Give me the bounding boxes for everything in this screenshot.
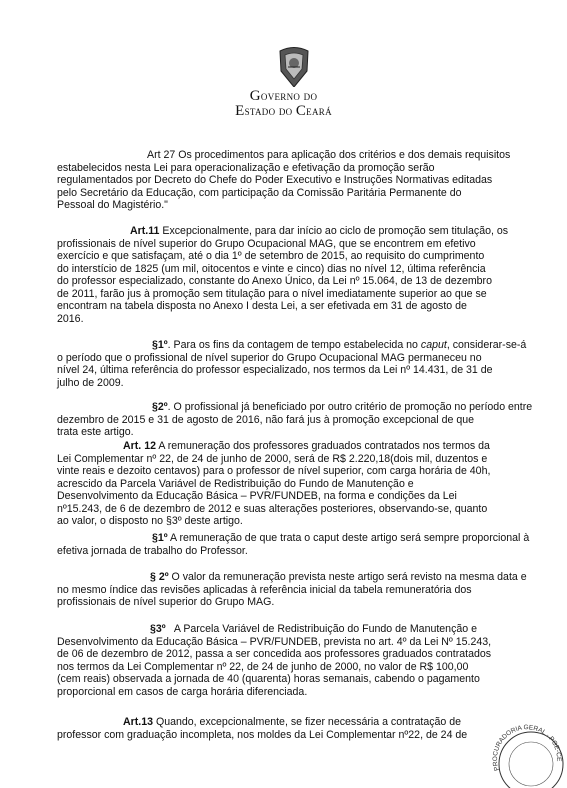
paragraph-art13 [57, 716, 514, 741]
header-letter: G [249, 88, 261, 104]
header-estado [0, 103, 567, 120]
paragraph-label: §2º [152, 401, 168, 413]
header-word: EARÁ [306, 107, 332, 117]
text-fragment: caput [420, 339, 447, 351]
text-line: Desenvolvimento da Educação Básica – PVR/FUNDEB, prevista no art. 4º da Lei Nº 15.243, [57, 635, 492, 648]
text-line: proporcional em casos de carga horária diferenciada. [57, 685, 308, 698]
text-line: exercício e que satisfaçam, até o dia 1º de setembro de 2015, ao requisito do cumprimento [57, 250, 485, 263]
text-line: trata este artigo. [57, 426, 134, 439]
text-line: estabelecidos nesta Lei para operacionalização e efetivação da promoção serão [57, 161, 435, 174]
paragraph-art11-p2 [57, 401, 533, 439]
text-line: pelo Secretário da Educação, com participação da Comissão Paritária Permanente do [57, 186, 462, 199]
text-line: (cem reais) observada a jornada de 40 (quarenta) horas semanais, cabendo o pagamento [57, 673, 480, 686]
text-line: regulamentados por Decreto do Chefe do Poder Executivo e Instruções Normativas editadas [57, 174, 493, 187]
text-fragment: , considerar-se-á [446, 339, 527, 351]
paragraph-art12 [57, 440, 514, 528]
paragraph-art12-p2 [57, 571, 527, 609]
text-line: do professor especializado, constante do Anexo Único, da Lei nº 15.064, de 13 de dezembro [57, 275, 492, 288]
text-line: vinte reais e dezoito centavos) para o professor de nível superior, com carga horária de 40h, [57, 465, 491, 478]
paragraph-art12-p1 [57, 532, 530, 557]
text-line: Lei Complementar nº 22, de 24 de junho de 2000, será de R$ 2.220,18(dois mil, duzentos e [57, 452, 488, 465]
paragraph-art27 [57, 149, 514, 212]
text-line: dezembro de 2015 e 31 de agosto de 2016, não fará jus à promoção excepcional de que [57, 413, 474, 426]
paragraph-art11 [57, 225, 514, 325]
paragraph-label: §3º [150, 623, 166, 635]
text-line: o período que o profissional de nível superior do Grupo Ocupacional MAG permaneceu no [57, 351, 482, 364]
header-word: DO [303, 92, 318, 102]
text-line: professor com graduação incompleta, nos moldes da Lei Complementar nº22, de 24 de [57, 728, 468, 741]
text-line: Pessoal do Magistério." [57, 199, 168, 212]
text-line: nº15.243, de 6 de dezembro de 2012 e suas alterações posteriores, observando-se, quanto [57, 502, 488, 515]
text-line: A remuneração de que trata o caput deste artigo será sempre proporcional à [167, 532, 530, 544]
text-line: O valor da remuneração prevista neste artigo será revisto na mesma data e [168, 571, 527, 583]
text-line: acrescido da Parcela Variável de Redistribuição do Fundo de Manutenção e [57, 477, 414, 490]
paragraph-art12-p3 [57, 623, 514, 698]
text-line: . O profissional já beneficiado por outro critério de promoção no período entre [167, 401, 533, 413]
article-label: Art.13 [123, 716, 154, 728]
text-line: profissionais de nível superior do Grupo Ocupacional MAG, que se encontrem em efetivo [57, 237, 476, 250]
paragraph-art11-p1 [57, 339, 527, 389]
header-letter: C [295, 103, 307, 119]
text-line: nível 24, última referência do professor especializado, nos termos da Lei nº 14.431, de 31 de [57, 364, 493, 377]
paragraph-label: §1º [152, 532, 168, 544]
text-line: no mesmo índice das revisões aplicadas à referência inicial da tabela remuneratória dos [57, 583, 472, 596]
text-fragment: . Para os fins da contagem de tempo estabelecida no [167, 339, 421, 351]
svg-text:PROCURADORIA GERAL · PGE-CE: PROCURADORIA GERAL · PGE-CE [491, 724, 563, 772]
text-line: nos termos da Lei Complementar nº 22, de 24 de junho de 2000, no valor de R$ 100,00 [57, 660, 469, 673]
paragraph-label: § 2º [150, 571, 169, 583]
text-line: profissionais de nível superior do Grupo MAG. [57, 596, 275, 609]
text-line: de 06 de dezembro de 2012, passa a ser concedida aos professores graduados contratados [57, 648, 492, 661]
text-line: de 2011, farão jus à promoção sem titulação para o nível imediatamente superior ao que se [57, 287, 487, 300]
procuradoria-stamp-icon [489, 722, 565, 788]
text-line: Excepcionalmente, para dar início ao ciclo de promoção sem titulação, os [159, 225, 509, 237]
text-line: 2016. [57, 312, 84, 325]
text-line: Desenvolvimento da Educação Básica – PVR/FUNDEB, na forma e condições da Lei [57, 490, 457, 503]
header-word: DO [278, 107, 293, 117]
text-line: A Parcela Variável de Redistribuição do Fundo de Manutenção e [165, 623, 477, 635]
paragraph-label: §1º [152, 339, 168, 351]
text-line: encontram na tabela disposta no Anexo I desta Lei, a ser efetivada em 31 de agosto de [57, 300, 467, 313]
text-line: ao valor, o disposto no §3º deste artigo. [57, 515, 243, 528]
article-label: Art.11 [130, 225, 160, 237]
header-word: STADO [244, 107, 276, 117]
text-line: julho de 2009. [57, 376, 124, 389]
text-line: do interstício de 1825 (um mil, oitocentos e vinte e cinco) dias no nível 12, última referência [57, 262, 486, 275]
text-line: efetiva jornada de trabalho do Professor. [57, 544, 248, 557]
article-label: Art. 12 [123, 440, 156, 452]
header-word: OVERNO [260, 92, 301, 102]
coat-of-arms-icon [276, 45, 312, 87]
text-line: Art 27 Os procedimentos para aplicação dos critérios e dos demais requisitos [147, 149, 511, 161]
text-line: Quando, excepcionalmente, se fizer necessária a contratação de [153, 716, 462, 728]
header-letter: E [235, 103, 245, 119]
text-line: A remuneração dos professores graduados contratados nos termos da [155, 440, 490, 452]
